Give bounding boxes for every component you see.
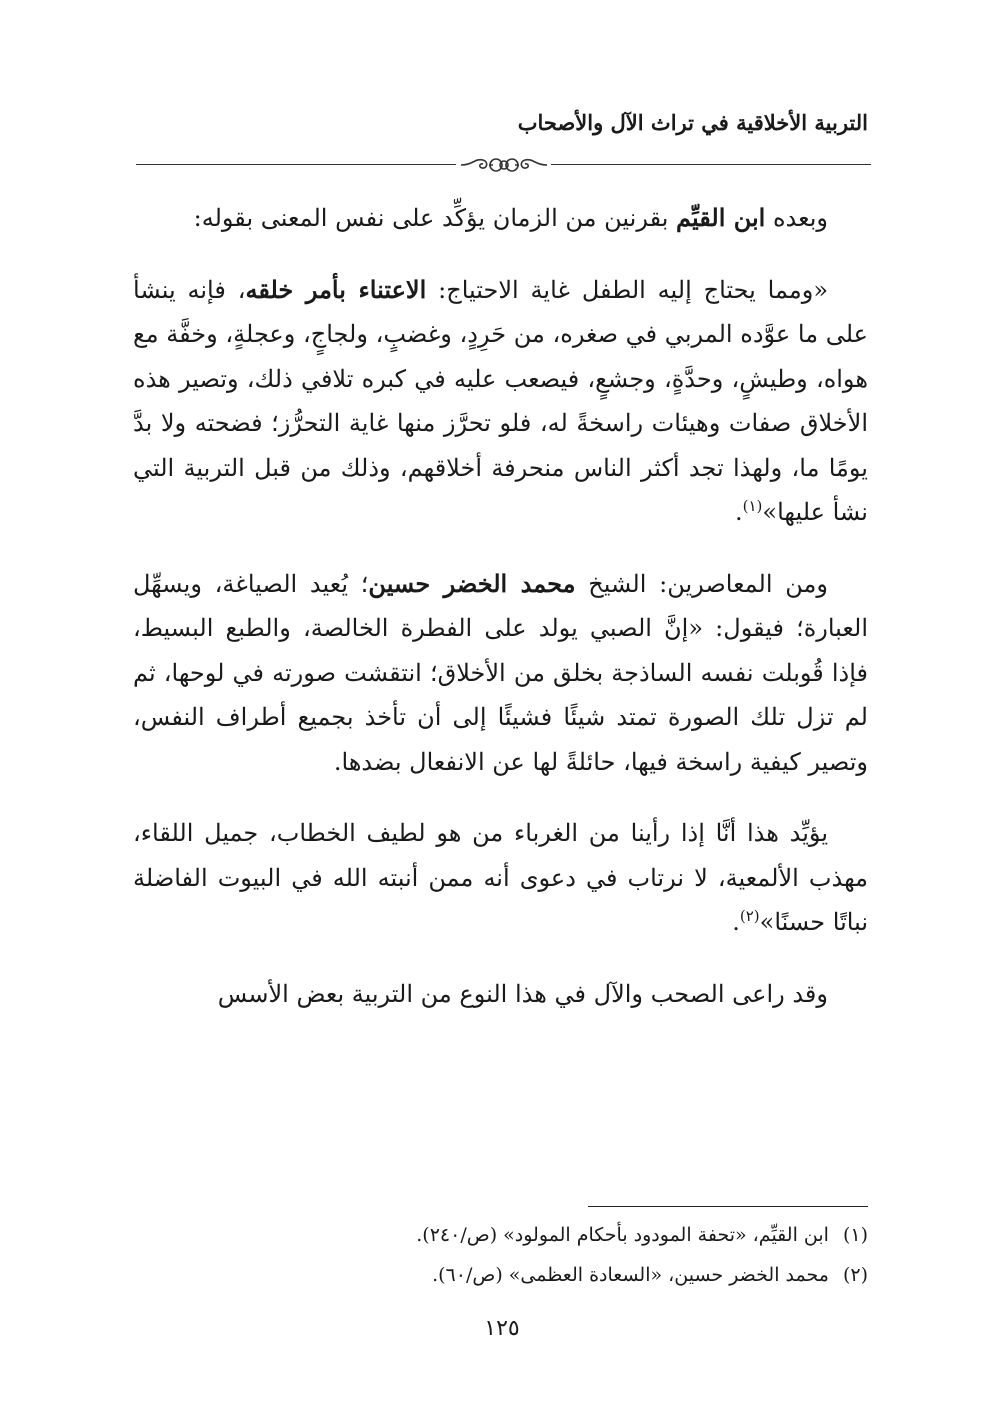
footnote-text: محمد الخضر حسين، «السعادة العظمى» (ص/٦٠). (432, 1264, 829, 1286)
footnote-number: (٢) (842, 1264, 868, 1286)
text-run: ومن المعاصرين: الشيخ (575, 569, 828, 598)
page-number: ١٢٥ (484, 1316, 520, 1341)
main-text (133, 196, 868, 1043)
footnote-separator (588, 1206, 868, 1207)
author-name-bold: ابن القيِّم (676, 203, 766, 232)
footnote-ref-1[interactable]: (١) (742, 497, 763, 515)
divider-line-left (136, 164, 456, 165)
text-run: ؛ يُعيد الصياغة، ويسهِّل العبارة؛ فيقول: «إنَّ الصبي يولد على الفطرة الخالصة، والطبع البسيط، فإذا قُوبلت نفسه الساذجة بخلق من الأخلاق؛ انتقشت صورته في لوحها، ثم لم تزل تلك الصورة تمتد شيئًا فشيئًا إلى أن تأخذ بجميع أطراف النفس، وتصير كيفية راسخة فيها، حائلةً لها عن الانفعال بضدها. (133, 569, 869, 776)
emphasis-bold: الاعتناء بأمر خلقه (245, 274, 427, 304)
text-run: . (732, 908, 740, 936)
paragraph-khidr-husayn (133, 562, 868, 785)
ornament-icon (459, 154, 549, 176)
text-run: . (734, 498, 743, 526)
book-title: التربية الأخلاقية في تراث الآل والأصحاب (517, 110, 868, 135)
text-run: وبعده (765, 204, 828, 232)
paragraph-quote-ibn-qayyim (133, 268, 868, 535)
paragraph-intro-ibn-qayyim (133, 196, 868, 241)
footnote-1 (133, 1215, 868, 1255)
paragraph-quote-continuation (133, 811, 868, 945)
divider-line-right (551, 164, 871, 165)
footnote-2 (133, 1255, 868, 1295)
text-run: ، فإنه ينشأ على ما عوَّده المربي في صغره، من حَرِدٍ، وغضبٍ، ولجاجٍ، وعجلةٍ، وخفَّة مع هواه، وطيشٍ، وحدَّةٍ، وجشعٍ، فيصعب عليه في كبره تلافي ذلك، وتصير هذه الأخلاق صفات وهيئات راسخةً له، فلو تحرَّز منها غاية التحرُّز؛ فضحته ولا بدَّ يومًا ما، ولهذا تجد أكثر الناس منحرفة أخلاقهم، وذلك من قبل التربية التي نشأ عليها» (133, 275, 868, 526)
author-name-bold: محمد الخضر حسين (368, 568, 576, 598)
footnotes (133, 1215, 868, 1295)
paragraph-closing (133, 972, 868, 1017)
text-run: «ومما يحتاج إليه الطفل غاية الاحتياج: (426, 275, 829, 304)
footnote-ref-2[interactable]: (٢) (739, 907, 760, 925)
text-run: وقد راعى الصحب والآل في هذا النوع من التربية بعض الأسس (217, 979, 828, 1008)
footnote-number: (١) (842, 1224, 868, 1246)
text-run: بقرنين من الزمان يؤكِّد على نفس المعنى بقوله: (193, 204, 677, 232)
text-run: يؤيِّد هذا أنَّا إذا رأينا من الغرباء من هو لطيف الخطاب، جميل اللقاء، مهذب الألمعية، لا نرتاب في دعوى أنه ممن أنبته الله في البيوت الفاضلة نباتًا حسنًا» (133, 819, 868, 936)
footnote-text: ابن القيِّم، «تحفة المودود بأحكام المولود» (ص/٢٤٠). (416, 1224, 829, 1246)
running-header (133, 108, 868, 138)
header-ornament-divider (136, 154, 871, 176)
